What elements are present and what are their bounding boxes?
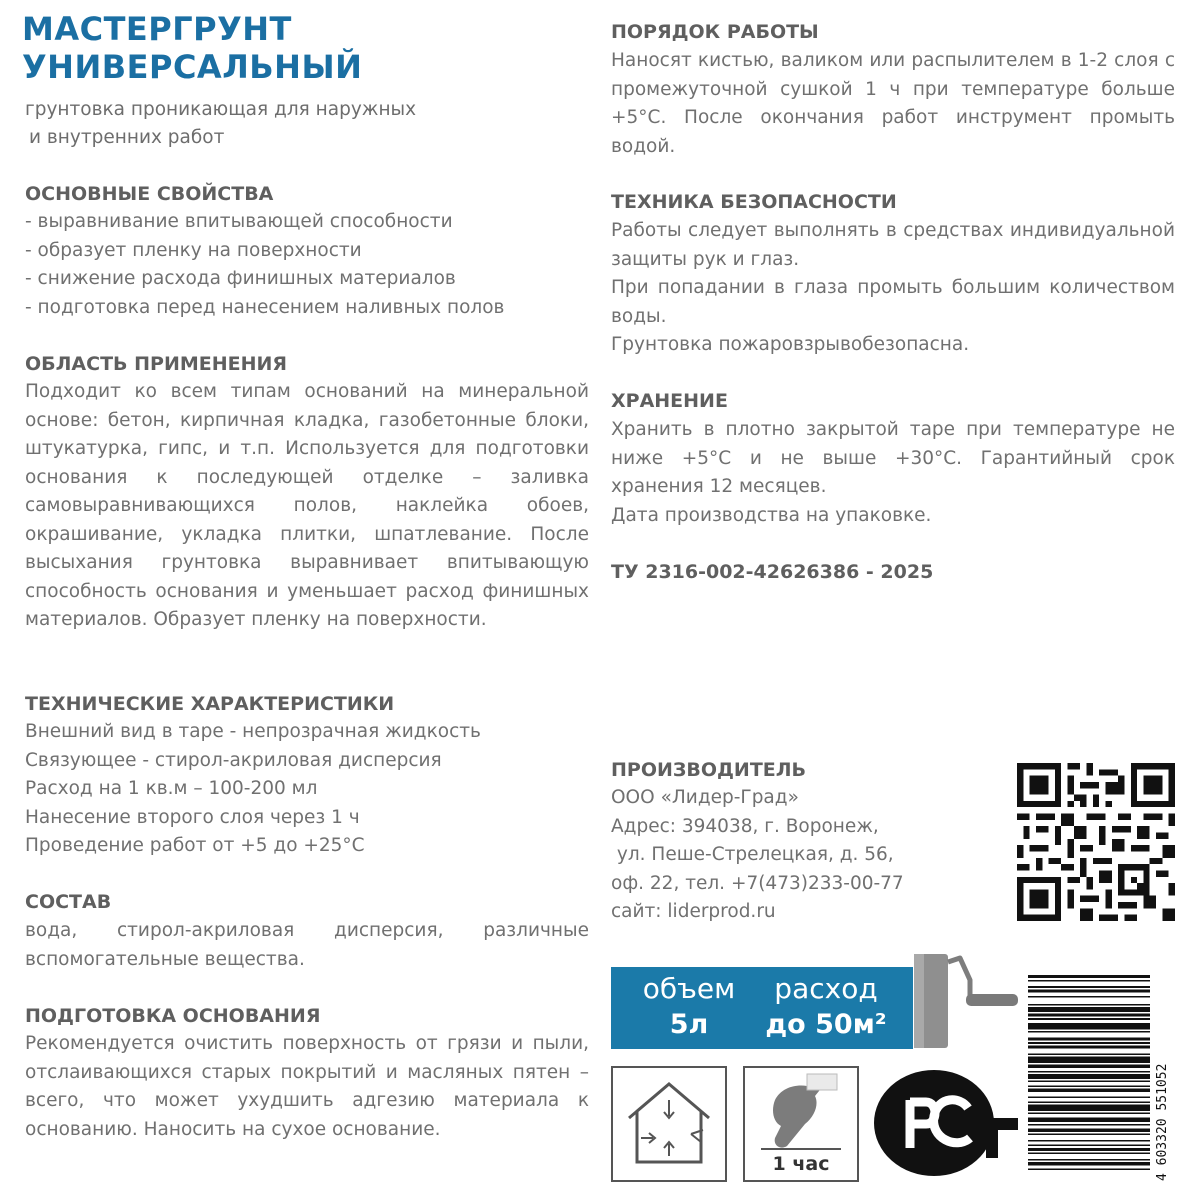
barcode-bar — [1028, 1053, 1150, 1055]
barcode-bar — [1028, 1042, 1150, 1044]
hand-touch-icon — [745, 1068, 857, 1152]
barcode-bar — [1028, 1081, 1150, 1083]
list-item: - снижение расхода финишных материалов — [25, 268, 456, 289]
barcode-bar — [1028, 1129, 1150, 1132]
volume-consumption-banner — [611, 967, 913, 1049]
barcode-number: 4 603320 551052 — [1155, 1063, 1170, 1181]
list-item: Расход на 1 кв.м – 100-200 мл — [25, 778, 318, 799]
barcode-bar — [1028, 1148, 1150, 1151]
barcode-bar — [1028, 1057, 1150, 1063]
barcode-bar — [1028, 1065, 1150, 1068]
barcode-bar — [1028, 1071, 1150, 1073]
safety-text-2: При попадании в глаза промыть большим количеством воды. — [611, 277, 1175, 327]
safety-text-1: Работы следует выполнять в средствах индивидуальной защиты рук и глаз. — [611, 220, 1175, 270]
safety-text-3: Грунтовка пожаровзрывобезопасна. — [611, 334, 970, 355]
barcode-bar — [1028, 986, 1150, 988]
barcode-bar — [1028, 1105, 1150, 1111]
house-indoor-icon — [613, 1068, 725, 1180]
indoor-use-icon-box — [611, 1066, 727, 1182]
storage-text-2: Дата производства на упаковке. — [611, 505, 932, 526]
barcode-bar — [1028, 1140, 1150, 1142]
tech-list — [25, 718, 589, 861]
list-item: Проведение работ от +5 до +25°С — [25, 835, 365, 856]
drying-time-icon-box — [743, 1066, 859, 1182]
barcode-bar — [1028, 1074, 1150, 1079]
barcode-bar — [1028, 1145, 1150, 1147]
barcode-bar — [1028, 1013, 1150, 1016]
product-title-line-1: МАСТЕРГРУНТ — [22, 10, 292, 48]
qr-code — [1017, 763, 1175, 921]
procedure-text: Наносят кистью, валиком или распылителем в 1-2 слоя с промежуточной сушкой 1 ч при температуре больше +5°С. После окончания работ инструмент промыть водой. — [611, 50, 1175, 157]
barcode-bar — [1028, 1133, 1150, 1135]
product-title-line-2: УНИВЕРСАЛЬНЫЙ — [22, 48, 363, 86]
list-item: - подготовка перед нанесением наливных полов — [25, 296, 505, 318]
list-item: Нанесение второго слоя через 1 ч — [25, 806, 360, 828]
storage-heading: ХРАНЕНИЕ — [611, 390, 728, 412]
barcode-bar — [1028, 1153, 1150, 1155]
consumption-value: до 50м² — [765, 1009, 887, 1040]
storage-text-1: Хранить в плотно закрытой таре при температуре не ниже +5°С и не выше +30°С. Гарантийный срок хранения 12 месяцев. — [611, 419, 1175, 497]
manufacturer-company: ООО «Лидер-Град» — [611, 787, 799, 808]
properties-heading: ОСНОВНЫЕ СВОЙСТВА — [25, 183, 274, 205]
application-text: Подходит ко всем типам оснований на минеральной основе: бетон, кирпичная кладка, газобетонные блоки, штукатурка, гипс, и т.п. Используется для подготовки основания к последующей отделке – заливка самовыравнивающихся полов, наклейка обоев, окрашивание, укладка плитки, шпатлевание. После высыхания грунтовка выравнивает впитывающую способность основания и уменьшает расход финишных материалов. Образует пленку на поверхности. — [25, 381, 589, 630]
application-heading: ОБЛАСТЬ ПРИМЕНЕНИЯ — [25, 353, 288, 375]
volume-value: 5л — [669, 1009, 709, 1040]
manufacturer-heading: ПРОИЗВОДИТЕЛЬ — [611, 759, 807, 781]
barcode-bar — [1028, 1004, 1150, 1006]
product-subtitle — [25, 96, 416, 152]
barcode-bar — [1028, 1037, 1150, 1040]
manufacturer-street: ул. Пеше-Стрелецкая, д. 56, — [611, 844, 894, 865]
composition-heading: СОСТАВ — [25, 891, 112, 913]
barcode-bar — [1028, 1045, 1150, 1048]
barcode-bar — [1028, 1117, 1150, 1122]
volume-label: объем — [642, 972, 736, 1005]
list-item: - выравнивание впитывающей способности — [25, 211, 453, 232]
barcode-bar — [1028, 1113, 1150, 1115]
rst-certification-icon — [872, 1068, 1022, 1178]
barcode-bar — [1028, 1162, 1150, 1165]
preparation-heading: ПОДГОТОВКА ОСНОВАНИЯ — [25, 1005, 321, 1027]
manufacturer-address: Адрес: 394038, г. Воронеж, — [611, 815, 879, 837]
barcode-bar — [1028, 1159, 1150, 1161]
barcode-bar — [1028, 1169, 1150, 1171]
barcode — [1028, 975, 1172, 1188]
barcode-bar — [1028, 1101, 1150, 1103]
composition-text: вода, стирол-акриловая дисперсия, различные вспомогательные вещества. — [25, 920, 589, 970]
consumption-label: расход — [774, 972, 878, 1005]
tu-code: ТУ 2316-002-42626386 - 2025 — [611, 561, 934, 583]
preparation-text: Рекомендуется очистить поверхность от грязи и пыли, отслаивающихся старых покрытий и масляных пятен – всего, что может ухудшить адгезию материала к основанию. Наносить на сухое основание. — [25, 1033, 589, 1140]
paint-roller-icon — [908, 950, 1020, 1052]
product-title — [22, 10, 362, 86]
list-item: Связующее - стирол-акриловая дисперсия — [25, 749, 442, 771]
manufacturer-website: сайт: liderprod.ru — [611, 901, 776, 922]
subtitle-line-2: и внутренних работ — [29, 127, 225, 148]
barcode-bar — [1028, 1007, 1150, 1012]
manufacturer-info — [611, 784, 1001, 927]
properties-list — [25, 208, 589, 322]
procedure-heading: ПОРЯДОК РАБОТЫ — [611, 21, 819, 43]
barcode-bar — [1028, 1124, 1150, 1126]
safety-heading: ТЕХНИКА БЕЗОПАСНОСТИ — [611, 191, 897, 213]
barcode-bar — [1028, 1023, 1150, 1029]
barcode-bar — [1028, 1018, 1150, 1020]
list-item: - образует пленку на поверхности — [25, 239, 362, 261]
list-item: Внешний вид в таре - непрозрачная жидкость — [25, 721, 481, 742]
barcode-bar — [1028, 996, 1150, 998]
tech-heading: ТЕХНИЧЕСКИЕ ХАРАКТЕРИСТИКИ — [25, 693, 395, 715]
manufacturer-phone: оф. 22, тел. +7(473)233-00-77 — [611, 872, 904, 894]
drying-time-label: 1 час — [761, 1148, 841, 1178]
barcode-bar — [1028, 989, 1150, 992]
barcode-bar — [1028, 975, 1150, 978]
barcode-bar — [1028, 980, 1150, 982]
barcode-bar — [1028, 1089, 1150, 1092]
barcode-bar — [1028, 1097, 1150, 1099]
subtitle-line-1: грунтовка проникающая для наружных — [25, 99, 417, 120]
barcode-bar — [1028, 1085, 1150, 1087]
barcode-bar — [1028, 1031, 1150, 1033]
